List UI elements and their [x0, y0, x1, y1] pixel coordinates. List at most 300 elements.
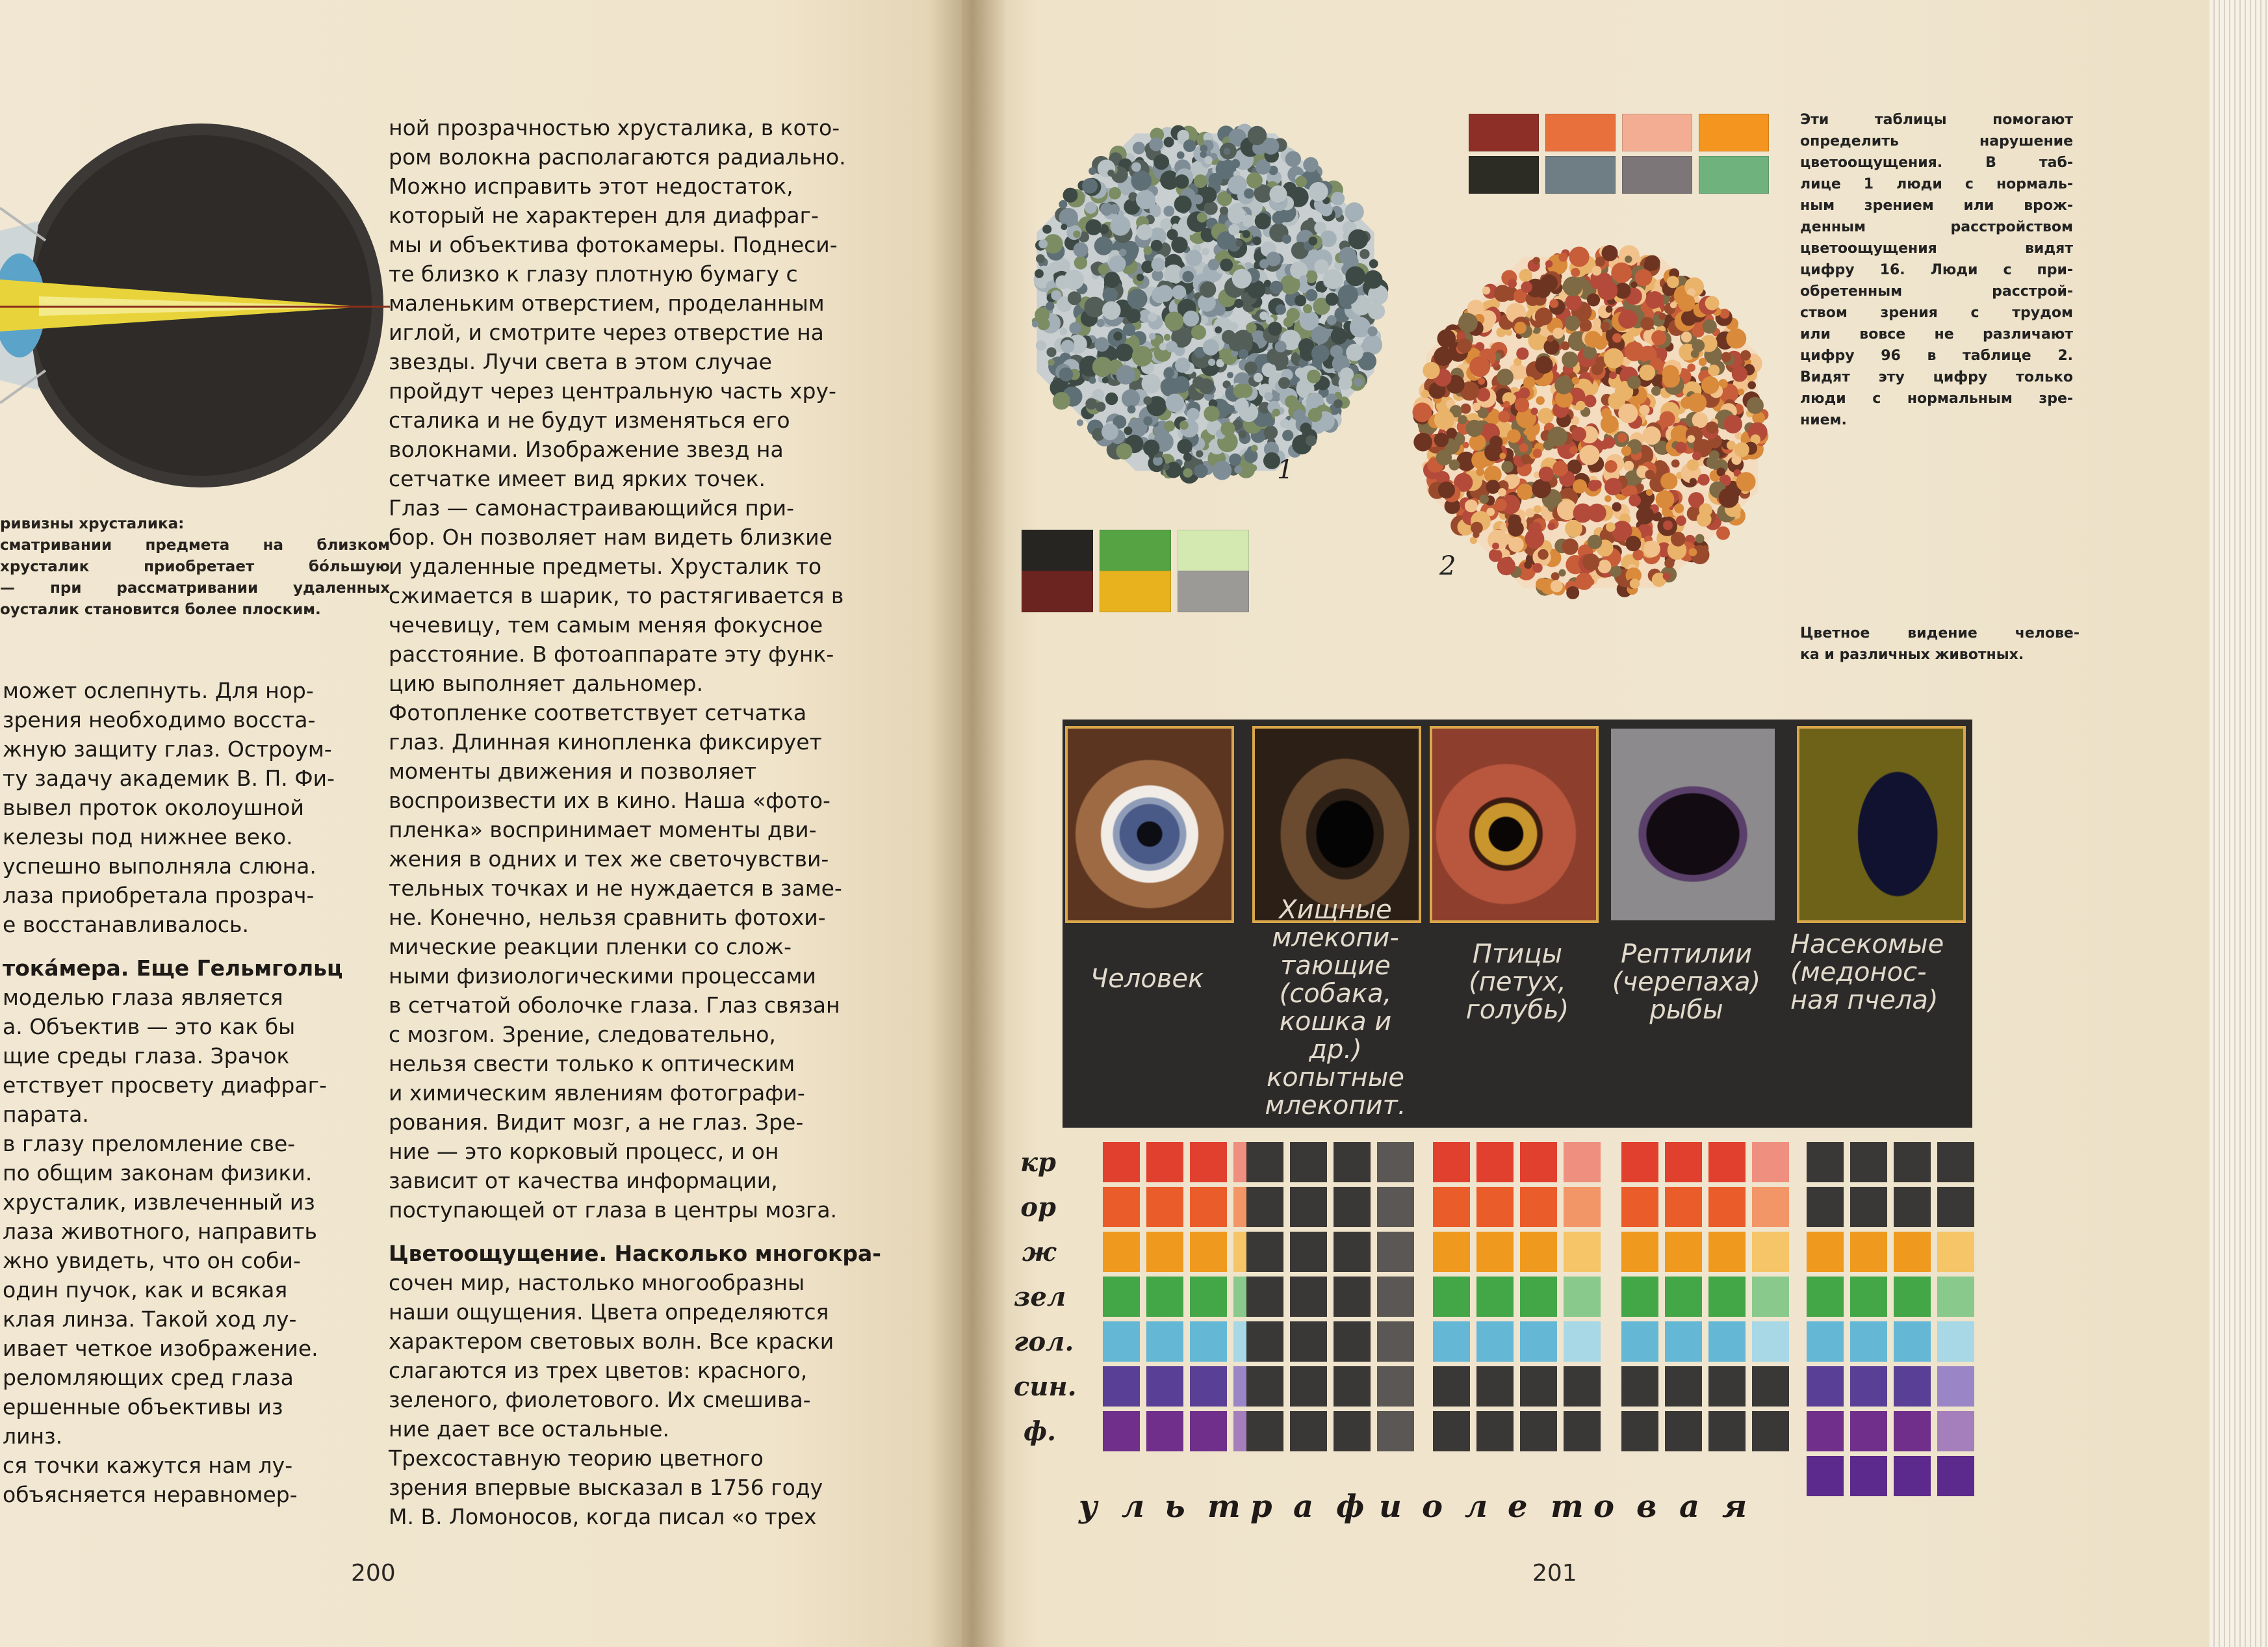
- plate-dot: [1032, 321, 1038, 328]
- plate-dot: [1334, 399, 1343, 408]
- bird-eye-image: [1430, 726, 1599, 923]
- plate-dot: [1339, 376, 1352, 390]
- text-line: объясняется неравномер-: [3, 1482, 298, 1507]
- caption-line: цветоощущения видят: [1800, 240, 2073, 257]
- plate-dot: [1503, 401, 1510, 408]
- plate-dot: [1346, 344, 1363, 361]
- color-cell: [1708, 1232, 1746, 1272]
- plate-dot: [1303, 157, 1318, 172]
- plate-dot: [1213, 461, 1232, 480]
- color-cell: [1665, 1411, 1702, 1451]
- plate-dot: [1553, 328, 1564, 339]
- plate-dot: [1094, 237, 1113, 255]
- color-cell: [1894, 1456, 1931, 1496]
- plate-dot: [1747, 381, 1756, 389]
- plate-dot: [1103, 287, 1118, 303]
- color-cell: [1894, 1187, 1931, 1227]
- color-cell: [1190, 1142, 1227, 1182]
- plate-dot: [1038, 239, 1048, 248]
- plate-dot: [1320, 230, 1337, 247]
- plate-dot: [1610, 565, 1621, 577]
- text-line: зеленого, фиолетового. Их смешива-: [389, 1387, 811, 1412]
- color-cell: [1476, 1277, 1514, 1317]
- plate-dot: [1721, 352, 1731, 363]
- plate-dot: [1573, 479, 1587, 493]
- color-cell: [1665, 1277, 1702, 1317]
- plate-dot: [1663, 521, 1673, 530]
- plate-dot: [1516, 348, 1528, 360]
- plate-dot: [1077, 419, 1083, 426]
- color-cell: [1520, 1321, 1557, 1362]
- text-line: сочен мир, настолько многообразны: [389, 1270, 805, 1295]
- plate-dot: [1105, 393, 1118, 405]
- plate-dot: [1553, 461, 1568, 476]
- plate-dot: [1144, 246, 1152, 255]
- plate-dot: [1255, 213, 1271, 229]
- color-cell: [1103, 1366, 1140, 1407]
- plate-dot: [1235, 240, 1243, 247]
- text-line: по общим законам физики.: [3, 1160, 313, 1186]
- plate-dot: [1229, 336, 1244, 351]
- plate-dot: [1143, 439, 1159, 456]
- color-cell: [1621, 1411, 1658, 1451]
- text-line: мические реакции пленки со слож-: [389, 934, 792, 959]
- plate-dot: [1662, 365, 1679, 382]
- plate-dot: [1250, 465, 1257, 472]
- plate-dot: [1469, 356, 1490, 377]
- text-line: пройдут через центральную часть хру-: [389, 378, 836, 404]
- plate-dot: [1220, 207, 1228, 215]
- text-line: тока́мера. Еще Гельмгольц: [3, 955, 343, 981]
- color-cell: [1103, 1411, 1140, 1451]
- plate-dot: [1494, 285, 1512, 302]
- plate-dot: [1515, 398, 1529, 412]
- plate-dot: [1264, 426, 1278, 439]
- plate-dot: [1507, 429, 1521, 443]
- plate-dot: [1671, 460, 1680, 468]
- plate-dot: [1051, 290, 1061, 300]
- color-cell: [1894, 1142, 1931, 1182]
- plate-dot: [1438, 482, 1455, 499]
- caption-line: цифру 96 в таблице 2.: [1800, 348, 2073, 364]
- plate-dot: [1639, 365, 1655, 381]
- color-cell: [1807, 1366, 1844, 1407]
- plate-dot: [1193, 194, 1203, 204]
- left-page: [0, 0, 962, 1647]
- color-test-plate-2: [1410, 231, 1774, 614]
- plate-dot: [1215, 326, 1222, 333]
- plate-dot: [1306, 435, 1317, 447]
- text-line: ивает четкое изображение.: [3, 1336, 318, 1361]
- plate-dot: [1204, 201, 1218, 215]
- text-line: волокнами. Изображение звезд на: [389, 437, 784, 462]
- plate-dot: [1538, 549, 1548, 560]
- uv-letter: и: [1379, 1488, 1402, 1525]
- plate-dot: [1551, 580, 1563, 592]
- plate-dot: [1116, 443, 1133, 460]
- plate-dot: [1046, 302, 1054, 310]
- caption-line: ка и различных животных.: [1800, 647, 2024, 663]
- plate-dot: [1192, 376, 1205, 389]
- uv-letter: о: [1593, 1488, 1615, 1525]
- color-cell: [1146, 1187, 1183, 1227]
- row-label: гол.: [1014, 1327, 1074, 1357]
- caption-line: Цветное видение челове-: [1800, 625, 2080, 642]
- plate-dot: [1434, 347, 1452, 366]
- plate-dot: [1278, 377, 1290, 389]
- plate-dot: [1519, 387, 1530, 398]
- plate-dot: [1690, 478, 1697, 485]
- uv-letter: у: [1079, 1488, 1098, 1525]
- plate-dot: [1272, 409, 1280, 417]
- plate-dot: [1478, 378, 1485, 385]
- plate-dot: [1469, 434, 1486, 451]
- color-cell: [1807, 1232, 1844, 1272]
- text-line: келезы под нижнее веко.: [3, 824, 293, 849]
- plate-dot: [1421, 390, 1429, 398]
- text-line: сталика и не будут изменяться его: [389, 408, 790, 433]
- plate-dot: [1692, 412, 1708, 428]
- plate-dot: [1705, 296, 1720, 311]
- plate-dot: [1220, 422, 1235, 436]
- plate-dot: [1172, 285, 1186, 300]
- plate-dot: [1625, 536, 1641, 552]
- plate-dot: [1536, 578, 1548, 590]
- row-label: ф.: [1024, 1416, 1056, 1447]
- plate-dot: [1584, 395, 1596, 407]
- plate-dot: [1437, 330, 1456, 348]
- plate-dot: [1558, 569, 1566, 577]
- color-cell: [1334, 1411, 1371, 1451]
- color-cell: [1937, 1366, 1974, 1407]
- color-cell: [1103, 1142, 1140, 1182]
- plate-dot: [1565, 315, 1580, 331]
- text-line: вывел проток околоушной: [3, 795, 304, 820]
- plate-dot: [1360, 249, 1369, 259]
- plate-dot: [1152, 257, 1166, 272]
- plate-dot: [1104, 272, 1120, 288]
- plate-dot: [1059, 208, 1078, 227]
- plate-dot: [1073, 231, 1080, 238]
- plate-dot: [1102, 301, 1121, 320]
- plate-dot: [1562, 538, 1579, 554]
- plate-dot: [1164, 334, 1171, 341]
- color-cell: [1103, 1232, 1140, 1272]
- plate-dot: [1143, 416, 1152, 425]
- plate-dot: [1085, 219, 1102, 235]
- plate-dot: [1151, 240, 1163, 252]
- text-line: бор. Он позволяет нам видеть близкие: [389, 525, 832, 550]
- color-cell: [1476, 1142, 1514, 1182]
- plate-dot: [1303, 304, 1312, 313]
- color-cell: [1850, 1187, 1887, 1227]
- plate-dot: [1102, 423, 1118, 440]
- plate-dot: [1037, 318, 1050, 330]
- color-cell: [1334, 1366, 1371, 1407]
- color-cell: [1665, 1366, 1702, 1407]
- plate-dot: [1163, 387, 1172, 396]
- text-line: клая линза. Такой ход лу-: [3, 1306, 297, 1332]
- plate-dot: [1457, 339, 1472, 354]
- uv-letter: ь: [1165, 1488, 1185, 1525]
- plate-dot: [1259, 259, 1269, 268]
- plate-dot: [1575, 573, 1593, 590]
- plate-dot: [1701, 376, 1719, 394]
- color-cell: [1520, 1232, 1557, 1272]
- animal-label-birds: [1452, 940, 1582, 1024]
- color-cell: [1246, 1277, 1283, 1317]
- plate-dot: [1197, 213, 1207, 223]
- plate-dot: [1239, 430, 1247, 439]
- uv-letter: т: [1207, 1488, 1241, 1525]
- text-line: поступающей от глаза в центры мозга.: [389, 1197, 838, 1223]
- plate-dot: [1035, 269, 1044, 278]
- plate-dot: [1330, 345, 1343, 358]
- plate-dot: [1507, 474, 1520, 487]
- plate-dot: [1582, 554, 1599, 571]
- plate-dot: [1612, 502, 1622, 512]
- color-swatch: [1622, 114, 1692, 151]
- uv-letter: а: [1293, 1488, 1314, 1525]
- color-cell: [1937, 1321, 1974, 1362]
- plate-dot: [1183, 140, 1196, 152]
- text-line: расстояние. В фотоаппарате эту функ-: [389, 642, 834, 667]
- plate-dot: [1566, 294, 1582, 310]
- plate-dot: [1604, 460, 1617, 473]
- text-line: ной прозрачностью хрусталика, в кото-: [389, 115, 840, 140]
- plate-dot: [1264, 392, 1272, 400]
- uv-letter: л: [1465, 1488, 1488, 1525]
- plate-dot: [1151, 207, 1161, 217]
- text-line: не. Конечно, нельзя сравнить фотохи-: [389, 905, 826, 930]
- plate-dot: [1643, 541, 1660, 558]
- plate-dot: [1601, 322, 1610, 331]
- plate-dot: [1244, 361, 1257, 374]
- text-line: нельзя свести только к оптическим: [389, 1051, 795, 1076]
- plate-dot: [1306, 289, 1318, 302]
- color-cell: [1146, 1366, 1183, 1407]
- color-cell: [1807, 1411, 1844, 1451]
- plate-dot: [1137, 274, 1144, 281]
- plate-dot: [1177, 439, 1192, 454]
- text-line: е восстанавливалось.: [3, 912, 249, 937]
- plate-dot: [1540, 274, 1558, 292]
- color-cell: [1894, 1232, 1931, 1272]
- plate-dot: [1368, 326, 1378, 336]
- plate-dot: [1612, 333, 1622, 343]
- text-line: зрения необходимо восста-: [3, 707, 316, 733]
- color-cell: [1665, 1321, 1702, 1362]
- color-cell: [1146, 1321, 1183, 1362]
- plate-dot: [1142, 374, 1161, 393]
- color-cell: [1377, 1277, 1414, 1317]
- animal-label-human: [1076, 965, 1218, 993]
- plates-caption: [1800, 109, 2073, 431]
- plate-dot: [1128, 406, 1136, 414]
- plate-dot: [1133, 142, 1145, 154]
- color-cell: [1377, 1187, 1414, 1227]
- plate-dot: [1623, 461, 1634, 471]
- plate-dot: [1059, 328, 1067, 335]
- plate-dot: [1042, 225, 1051, 234]
- plate-dot: [1656, 490, 1675, 509]
- text-line: ершенные объективы из: [3, 1394, 283, 1420]
- color-cell: [1621, 1277, 1658, 1317]
- color-cell: [1520, 1187, 1557, 1227]
- color-cell: [1564, 1187, 1601, 1227]
- plate-dot: [1461, 404, 1471, 414]
- plate-dot: [1592, 318, 1601, 326]
- color-cell: [1246, 1187, 1283, 1227]
- plate-dot: [1606, 522, 1616, 532]
- plate-dot: [1479, 495, 1489, 504]
- plate-dot: [1280, 419, 1289, 428]
- plate-dot: [1576, 401, 1586, 411]
- plate-dot: [1074, 256, 1087, 269]
- plate-dot: [1338, 285, 1358, 305]
- plate-dot: [1639, 405, 1649, 415]
- plate-dot: [1692, 451, 1701, 460]
- color-cell: [1752, 1142, 1789, 1182]
- text-line: и удаленные предметы. Хрусталик то: [389, 554, 822, 579]
- plate-dot: [1634, 255, 1642, 263]
- plate-dot: [1203, 339, 1219, 356]
- plate-dot: [1621, 446, 1632, 456]
- plate-dot: [1519, 443, 1528, 452]
- color-cell: [1894, 1277, 1931, 1317]
- plate-dot: [1246, 172, 1263, 188]
- plate-dot: [1268, 322, 1282, 336]
- color-cell: [1807, 1456, 1844, 1496]
- text-line: парата.: [3, 1102, 89, 1127]
- eye-figure-caption: [0, 513, 390, 621]
- plate-dot: [1538, 408, 1554, 424]
- label-line: млекопит.: [1265, 1091, 1406, 1121]
- uv-letter: ф: [1336, 1488, 1365, 1525]
- plate-dot: [1064, 270, 1084, 290]
- text-line: моменты движения и позволяет: [389, 759, 757, 784]
- color-test-plate-1: [1020, 114, 1391, 491]
- plate-dot: [1174, 196, 1192, 213]
- plate-dot: [1149, 333, 1156, 340]
- plate-dot: [1533, 563, 1543, 573]
- plate-dot: [1545, 260, 1553, 267]
- color-cell: [1850, 1456, 1887, 1496]
- plate-dot: [1724, 415, 1742, 433]
- color-swatch: [1699, 114, 1769, 151]
- color-cell: [1850, 1411, 1887, 1451]
- text-line: один пучок, как и всякая: [3, 1277, 288, 1303]
- text-line: етствует просвету диафраг-: [3, 1072, 327, 1098]
- plate-dot: [1436, 450, 1452, 465]
- plate-dot: [1194, 174, 1207, 188]
- plate-dot: [1716, 526, 1730, 540]
- plate-dot: [1702, 545, 1708, 552]
- plate-dot: [1061, 340, 1075, 354]
- caption-line: сматривании предмета на близком: [0, 537, 390, 554]
- plate-dot: [1200, 281, 1216, 298]
- plate-dot: [1164, 137, 1174, 148]
- uv-letter: л: [1122, 1488, 1145, 1525]
- plate-dot: [1740, 350, 1751, 361]
- plate-dot: [1228, 175, 1247, 195]
- plate-dot: [1234, 299, 1243, 308]
- plate-dot: [1046, 347, 1056, 357]
- plate-dot: [1061, 224, 1067, 230]
- plate-dot: [1434, 433, 1449, 447]
- plate-dot: [1508, 537, 1524, 552]
- color-cell: [1246, 1142, 1283, 1182]
- plate-dot: [1492, 543, 1499, 550]
- color-cell: [1850, 1277, 1887, 1317]
- plate-dot: [1286, 308, 1300, 322]
- uv-letter: о: [1422, 1488, 1443, 1525]
- color-cell: [1937, 1456, 1974, 1496]
- color-cell: [1290, 1277, 1327, 1317]
- text-line: Можно исправить этот недостаток,: [389, 174, 793, 199]
- animal-label-insects: [1790, 931, 1966, 1015]
- plate-dot: [1276, 304, 1286, 315]
- color-swatch: [1469, 114, 1539, 151]
- label-line: Хищные: [1279, 895, 1392, 925]
- plate-dot: [1096, 402, 1106, 412]
- plate-dot: [1630, 578, 1640, 588]
- plate-dot: [1611, 263, 1632, 283]
- plate-dot: [1242, 215, 1254, 227]
- animal-vision-panel: [1063, 720, 1972, 1128]
- plate-dot: [1662, 508, 1671, 517]
- plate-dot: [1089, 167, 1096, 175]
- color-cell: [1433, 1411, 1470, 1451]
- color-cell: [1807, 1142, 1844, 1182]
- plate-dot: [1604, 495, 1612, 502]
- plate-dot: [1573, 504, 1593, 523]
- text-line: щие среды глаза. Зрачок: [3, 1043, 290, 1069]
- plate-dot: [1059, 367, 1074, 382]
- color-cell: [1246, 1411, 1283, 1451]
- plate-dot: [1296, 176, 1308, 188]
- plate-dot: [1102, 377, 1109, 383]
- color-cell: [1290, 1366, 1327, 1407]
- text-line: ром волокна располагаются радиально.: [389, 144, 846, 170]
- text-line: чечевицу, тем самым меняя фокусное: [389, 612, 823, 638]
- plate-dot: [1063, 188, 1078, 203]
- plate-dot: [1369, 259, 1378, 268]
- plate-dot: [1185, 250, 1202, 266]
- plate-dot: [1048, 359, 1055, 365]
- plate-dot: [1348, 229, 1369, 250]
- row-label: ж: [1022, 1237, 1056, 1267]
- color-cell: [1433, 1187, 1470, 1227]
- plate-dot: [1107, 170, 1115, 177]
- human-eye-image: [1065, 726, 1234, 923]
- plate-dot: [1150, 137, 1163, 151]
- color-cell: [1937, 1187, 1974, 1227]
- color-cell: [1377, 1321, 1414, 1362]
- plate-dot: [1569, 446, 1578, 454]
- color-cell: [1433, 1142, 1470, 1182]
- plate-dot: [1719, 488, 1739, 508]
- plate-dot: [1558, 253, 1567, 262]
- text-line: сжимается в шарик, то растягивается в: [389, 583, 844, 608]
- plate-dot: [1659, 313, 1666, 320]
- color-cell: [1708, 1411, 1746, 1451]
- color-swatch: [1178, 530, 1249, 571]
- plate-dot: [1074, 242, 1089, 257]
- plate-dot: [1580, 445, 1600, 465]
- plate-dot: [1498, 411, 1510, 422]
- plate-1-label: 1: [1277, 455, 1294, 485]
